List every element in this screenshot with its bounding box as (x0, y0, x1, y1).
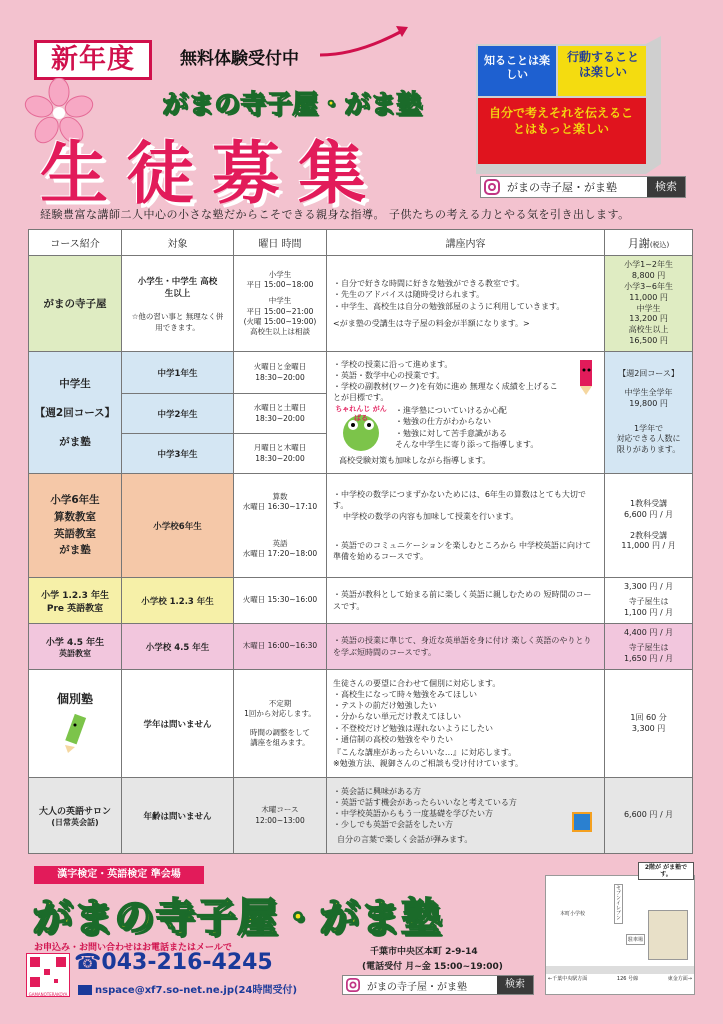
map-callout: 2階が がま塾です。 (638, 862, 694, 880)
fee-line: 3,300 円 (631, 723, 666, 733)
fee-line: 限りがあります。 (616, 445, 681, 455)
instagram-search-box[interactable] (480, 176, 686, 198)
course-line: がま塾 (59, 436, 91, 448)
fee-line: 小学1~2年生 (624, 260, 674, 270)
fee-line: 2教科受講 (630, 530, 668, 540)
map-building: セブンイレブン (614, 884, 623, 924)
sched-line: 中学生 (268, 296, 292, 306)
pencil-character-icon (55, 711, 95, 755)
email-note: (24時間受付) (233, 985, 298, 996)
target-text: 小学生・中学生 高校生以上 (137, 276, 218, 299)
fee-line: 1教科受講 (630, 498, 668, 508)
instagram-account-name: がまの寺子屋・がま塾 (367, 981, 467, 993)
course-line: 小学 4.5 年生 (45, 637, 105, 648)
address: 千葉市中央区本町 2-9-14 (370, 947, 478, 957)
sched-line: 木曜コース (261, 805, 299, 815)
phone-text: 043-216-4245 (101, 950, 273, 975)
content-line: ・ 英語で話す機会があったらいいなと考えている方 (333, 797, 598, 808)
course-line: 中学生 (59, 378, 91, 390)
terakoya-target (122, 256, 234, 352)
fee-line: 4,400 円 / 月 (623, 628, 674, 638)
gamajuku-fee (605, 352, 693, 474)
challenge-mascot (333, 405, 395, 455)
sched-line: 講座を組みます。 (250, 737, 310, 747)
grade-3: 中学3年生 (122, 434, 234, 474)
free-trial-text: 無料体験受付中 (180, 49, 299, 69)
course-adult (29, 778, 122, 854)
school-name-heading: がまの寺子屋・がま塾 (162, 90, 423, 120)
fee-line: 小学3~6年生 (624, 281, 674, 291)
course-line: 小学6年生 (50, 493, 100, 506)
target-note: ☆他の習い事と 無理なく併用できます。 (131, 311, 224, 332)
course-line: 算数教室 (54, 510, 97, 523)
course-line: 小学 1.2.3 年生 (41, 590, 109, 601)
elem123-content (327, 578, 605, 624)
elem45-fee (605, 624, 693, 670)
motto-act: 行動することは楽しい (566, 50, 639, 79)
sched-line: 小学生 (268, 270, 292, 280)
pencil-mascot-icon (574, 356, 598, 396)
fee-line: 8,800 円 (631, 271, 666, 281)
private-content (327, 670, 605, 778)
fee-line: 1回 60 分 (630, 712, 667, 722)
table-row (29, 778, 693, 854)
motto-know: 知ることは楽しい (484, 54, 550, 82)
content-line: ・ 英語が教科として始まる前に楽しく英語に親しむための 短時間のコースです。 (333, 589, 598, 611)
private-fee (605, 670, 693, 778)
content-line: ・ 先生のアドバイスは随時受けられます。 (333, 289, 598, 300)
content-line: 自分の言葉で楽しく会話が弾みます。 (337, 835, 473, 845)
course-terakoya: がまの寺子屋 (29, 256, 122, 352)
course-line: 英語教室 (59, 648, 92, 658)
course-elem123 (29, 578, 122, 624)
new-year-badge: 新年度 (34, 40, 152, 80)
elem123-fee (605, 578, 693, 624)
fee-header: 月謝 (627, 236, 650, 250)
map-school: 本町小学校 (560, 911, 586, 917)
course-table (28, 229, 693, 854)
sched-line: (火曜 15:00~19:00) (243, 316, 317, 326)
content-line: 高校受験対策も加味しながら指導します。 (339, 456, 491, 466)
fee-line: 中学生 (636, 303, 661, 313)
sched-line: 時間の調整をして (249, 727, 310, 737)
fee-line: 1,650 円 / 月 (623, 653, 674, 663)
sched-line: 18:30~20:00 (255, 413, 305, 423)
content-line: ・ 高校生になって時々勉強をみてほしい (333, 689, 598, 700)
adult-content (327, 778, 605, 854)
fee-line: 11,000 円 (629, 292, 668, 302)
terakoya-content (327, 256, 605, 352)
sched-line: 18:30~20:00 (255, 453, 305, 463)
fee-line: 【週2回コース】 (618, 369, 679, 379)
fee-line: 16,500 円 (629, 335, 668, 345)
phone-icon: ☎ (74, 950, 102, 975)
content-line: ※勉強方法、親御さんのご相談も受け付けています。 (333, 759, 524, 769)
fee-line: 寺子屋生は (628, 597, 669, 607)
instagram-icon (481, 177, 503, 197)
footer-school-name: がまの寺子屋・がま塾 (32, 895, 442, 941)
qr-caption: GAMANOTERAKOYA (28, 992, 68, 997)
content-line: ・ 自分で好きな時間に好きな勉強ができる教室です。 (333, 278, 598, 289)
recruit-title: 生徒募集 (40, 135, 385, 214)
fee-line: 6,600 円 / 月 (623, 509, 674, 519)
instagram-account-name: がまの寺子屋・がま塾 (507, 181, 617, 194)
book-icon (570, 810, 596, 834)
adult-schedule (233, 778, 326, 854)
table-row (29, 352, 693, 394)
content-line: ・ 勉強に対して苦手意識がある (395, 428, 538, 439)
gamajuku-content (327, 352, 605, 474)
elem45-target: 小学校 4.5 年生 (122, 624, 234, 670)
elem45-schedule: 木曜日 16:00~16:30 (233, 624, 326, 670)
terakoya-fee (605, 256, 693, 352)
building-photo (648, 910, 688, 960)
motto-think: 自分で考えそれを伝えることはもっと楽しい (488, 106, 633, 136)
sched-line: 不定期 (268, 699, 292, 709)
sched-line: 平日 15:00~21:00 (246, 306, 314, 316)
map-road-east: 東金方面→ (667, 976, 692, 982)
sched-line: 水曜日と土曜日 (253, 403, 307, 413)
fee-line: 19,800 円 (629, 398, 668, 408)
instagram-icon (343, 978, 363, 992)
course-line: 個別塾 (57, 691, 94, 706)
content-line: ・ 学校の副教材(ワーク)を有効に進め 無理なく成績を上げることが目標です。 (333, 381, 598, 403)
sched-line: 算数 (272, 492, 288, 502)
content-line: ・ 通信制の高校の勉強をやりたい (333, 734, 598, 745)
col-schedule: 曜日 時間 (233, 230, 326, 256)
content-line: そんな中学生に寄り添って指導します。 (395, 439, 539, 449)
table-row (29, 256, 693, 352)
sched-line: 高校生以上は相談 (249, 326, 310, 336)
content-line: ・ 学校の授業に沿って進めます。 (333, 359, 598, 370)
motto-cube (476, 36, 661, 174)
col-fee (605, 230, 693, 256)
sched-line: 平日 15:00~18:00 (246, 280, 314, 290)
search-button[interactable]: 検索 (497, 976, 533, 994)
table-row (29, 474, 693, 578)
col-target: 対象 (122, 230, 234, 256)
grade1-schedule (233, 352, 326, 394)
content-line: ・ 不登校だけど勉強は遅れないようにしたい (333, 723, 598, 734)
tagline: 経験豊富な講師二人中心の小さな塾だからこそできる親身な指導。 子供たちの考える力とやる気を引き出します。 (40, 208, 630, 221)
content-line: <がま塾の受講生は寺子屋の料金が半額になります。> (333, 318, 530, 328)
content-line: ・ 勉強の仕方がわからない (395, 416, 538, 427)
elem6-schedule (233, 474, 326, 578)
col-course: コース紹介 (29, 230, 122, 256)
fee-line: 1,100 円 / 月 (623, 607, 674, 617)
email-address[interactable] (78, 981, 297, 996)
content-line: 生徒さんの要望に合わせて個別に対応します。 (333, 678, 501, 688)
mail-icon (78, 985, 92, 995)
red-arrow-icon (318, 20, 413, 60)
map-route: 126 号線 (616, 976, 639, 982)
fee-line: 対応できる人数に (616, 434, 681, 444)
exam-venue-badge: 漢字検定・英語検定 準会場 (34, 866, 204, 884)
course-line: 英語教室 (54, 527, 97, 540)
grade3-schedule (233, 434, 326, 474)
sched-line: 水曜日 16:30~17:10 (242, 502, 318, 512)
course-gamajuku (29, 352, 122, 474)
search-button[interactable]: 検索 (647, 177, 685, 197)
fee-line: 中学生全学年 (624, 387, 673, 397)
table-row (29, 670, 693, 778)
course-line: Pre 英語教室 (46, 603, 104, 614)
mascot-caption: ちゃれんじ がんばる (335, 405, 387, 422)
content-line: 中学校の数学の内容も加味して授業を行います。 (343, 511, 519, 521)
email-text: nspace@xf7.so-net.ne.jp (95, 985, 234, 996)
fee-line: 高校生以上 (628, 325, 669, 335)
course-elem45 (29, 624, 122, 670)
content-line: ・ テストの前だけ勉強したい (333, 700, 598, 711)
content-line: 『こんな講座があったらいいな…』に対応します。 (333, 747, 517, 757)
adult-target: 年齢は問いません (122, 778, 234, 854)
elem45-content (327, 624, 605, 670)
content-line: ・ 中学校の数学につまずかないためには、6年生の算数はとても大切です。 (333, 489, 598, 511)
content-line: ・ 少しでも英語で会話をしたい方 (333, 819, 598, 830)
access-map (545, 864, 695, 995)
instagram-search-box-footer[interactable] (342, 975, 534, 995)
grade-1: 中学1年生 (122, 352, 234, 394)
fee-line: 13,200 円 (629, 314, 668, 324)
sched-line: 火曜日と金曜日 (253, 362, 307, 372)
course-elem6 (29, 474, 122, 578)
elem123-target: 小学校 1.2.3 年生 (122, 578, 234, 624)
content-line: ・ 英会話に興味がある方 (333, 786, 598, 797)
private-schedule (233, 670, 326, 778)
elem6-content (327, 474, 605, 578)
sched-line: 12:00~13:00 (255, 815, 305, 825)
table-row (29, 578, 693, 624)
grade-2: 中学2年生 (122, 394, 234, 434)
content-line: ・ 中学生、高校生は自分の勉強部屋のように利用していきます。 (333, 301, 598, 312)
content-line: ・ 分からない単元だけ教えてほしい (333, 711, 598, 722)
elem6-target: 小学校6年生 (122, 474, 234, 578)
sched-line: 1回から対応します。 (244, 709, 316, 719)
content-line: ・ 中学校英語からもう一度基礎を学びたい方 (333, 808, 598, 819)
course-line: 【週2回コース】 (34, 407, 116, 419)
content-line: ・ 英語の授業に準じて、身近な英単語を身に付け 楽しく英語のやりとりを学ぶ短時間のコースです。 (333, 635, 598, 657)
col-content: 講座内容 (327, 230, 605, 256)
phone-hours: (電話受付 月~金 15:00~19:00) (362, 962, 503, 972)
inquiry-text: お申込み・お問い合わせはお電話またはメールで (34, 943, 232, 953)
table-header-row (29, 230, 693, 256)
content-line: ・ 進学塾についていけるか心配 (395, 405, 538, 416)
elem123-schedule: 火曜日 15:30~16:00 (233, 578, 326, 624)
qr-code[interactable] (26, 953, 70, 997)
phone-number[interactable] (74, 950, 273, 975)
fee-line: 寺子屋生は (628, 643, 669, 653)
fee-line: 1学年で (634, 423, 664, 433)
map-parking: 駐車場 (626, 934, 645, 945)
sched-line: 18:30~20:00 (255, 372, 305, 382)
adult-fee: 6,600 円 / 月 (605, 778, 693, 854)
course-line: (日常英会話) (51, 817, 99, 827)
course-line: がま塾 (59, 544, 91, 557)
terakoya-schedule (233, 256, 326, 352)
course-private (29, 670, 122, 778)
sched-line: 水曜日 17:20~18:00 (242, 548, 318, 558)
fee-note: (税込) (649, 240, 670, 249)
fee-line: 11,000 円 / 月 (621, 541, 676, 551)
table-row (29, 624, 693, 670)
content-line: ・ 英語でのコミュニケーションを楽しむところから 中学校英語に向けて準備を始めるコースです。 (333, 540, 598, 562)
sched-line: 月曜日と木曜日 (253, 443, 307, 453)
map-road-west: ←千葉中央駅方面 (548, 976, 588, 982)
grade2-schedule (233, 394, 326, 434)
private-target: 学年は問いません (122, 670, 234, 778)
elem6-fee (605, 474, 693, 578)
sched-line: 英語 (272, 538, 288, 548)
fee-line: 3,300 円 / 月 (623, 582, 674, 592)
course-line: 大人の英語サロン (39, 806, 112, 817)
content-line: ・ 英語・数学中心の授業です。 (333, 370, 598, 381)
